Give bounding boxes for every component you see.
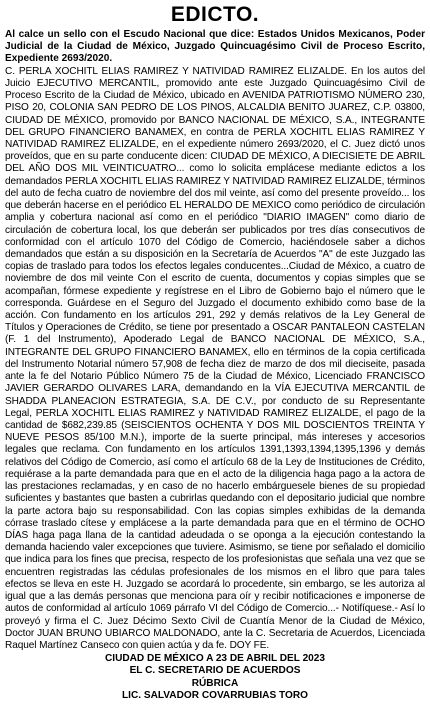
notice-title: EDICTO. bbox=[170, 3, 260, 26]
signature-date: CIUDAD DE MÉXICO A 23 DE ABRIL DEL 2023 bbox=[104, 653, 326, 665]
signature-block bbox=[5, 653, 425, 702]
notice-body: C. PERLA XOCHITL ELIAS RAMIREZ Y NATIVIDAD RAMIREZ ELIZALDE. En los autos del Juicio EJECUTIVO MERCANTIL, promovido ante este Juzgado Quincuagésimo Civil de Proceso Escrito de la Ciudad de México, ubicado en AVENIDA PATRIOTISMO NÚMERO 230, PISO 20, COLONIA SAN PEDRO DE LOS PINOS, ALCALDIA BENITO JUAREZ, C.P. 03800, CIUDAD DE MÉXICO, promovido por BANCO NACIONAL DE MÉXICO, S.A., INTEGRANTE DEL GRUPO FINANCIERO BANAMEX, en contra de PERLA XOCHITL ELIAS RAMIREZ Y NATIVIDAD RAMIREZ ELIZALDE, en el expediente número 2693/2020, el C. Juez dictó unos proveídos, que en su parte conducente dicen: CIUDAD DE MÉXICO, A DIECISIETE DE ABRIL DEL AÑO DOS MIL VEINTICUATRO... como lo solicita emplácese mediante edictos a los demandados PERLA XOCHITL ELIAS RAMIREZ Y NATIVIDAD RAMIREZ ELIZALDE, términos del auto de fecha cuatro de noviembre del dos mil veinte, así como del presente proveído... los que deberán hacerse en el periódico EL HERALDO DE MEXICO como periódico de circulación amplia y cobertura nacional así como en el periódico "DIARIO IMAGEN" como diario de circulación de cobertura local, los que deberán ser publicados por tres días consecutivos de conformidad con el artículo 1070 del Código de Comercio, haciéndosele saber a dichos demandados que están a su disposición en la Secretaría de Acuerdos "A" de este Juzgado las copias de traslado para todos los efectos legales conducentes...Ciudad de México, a cuatro de noviembre de dos mil veinte Con el escrito de cuenta, documentos y copias simples que se acompañan, fórmese expediente y regístrese en el Libro de Gobierno bajo el número que le corresponda. Guárdese en el Seguro del Juzgado el documento exhibido como base de la acción. Con fundamento en los artículos 291, 292 y demás relativos de la Ley General de Títulos y Operaciones de Crédito, se tiene por presentado a OSCAR PANTALEON CASTELAN (F. 1 del Instrumento), Apoderado Legal de BANCO NACIONAL DE MÉXICO, S.A., INTEGRANTE DEL GRUPO FINANCIERO BANAMEX, ello en términos de la copia certificada del Instrumento Notarial número 57,908 de fecha diez de marzo de dos mil dieciseite, pasada ante la fe del Notario Público Número 75 de la Ciudad de México, Licenciado FRANCISCO JAVIER GERARDO OLIVARES LARA, demandando en la VÍA EJECUTIVA MERCANTIL de SHADDA PLANEACION ESTRATEGIA, S.A. DE C.V., por conducto de su Representante Legal, PERLA XOCHITL ELIAS RAMIREZ y NATIVIDAD RAMIREZ ELIZALDE, el pago de la cantidad de $682,239.85 (SEISCIENTOS OCHENTA Y DOS MIL DOSCIENTOS TREINTA Y NUEVE PESOS 85/100 M.N.), importe de la suerte principal, más intereses y accesorios legales que reclama. Con fundamento en los artículos 1391,1393,1394,1395,1396 y demás relativos del Código de Comercio, así como el artículo 68 de la Ley de Instituciones de Crédito, requiérase a la parte demandada para que en el acto de la diligencia haga pago a la actora de las prestaciones reclamadas, y en caso de no hacerlo embárguesele bienes de su propiedad suficientes y bastantes que basten a cubrirlas quedando con el depositario judicial que nombre la parte actora bajo su responsabilidad. Con las copias simples exhibidas de la demanda córrase traslado cítese y emplácese a la parte demandada para que en el término de OCHO DÍAS haga paga llana de la cantidad adeudada o se oponga a la ejecución contestando la demanda haciendo valer excepciones que tuviere. Asimismo, se tiene por señalado el domicilio que indica para los fines que precisa, respecto de los profesionistas que señala una vez que se encuentren registradas las cédulas profesionales de los mismos en el libro que para tales efectos se lleva en este H. Juzgado se acordará lo procedente, sin embargo, se les autoriza al igual que a las demás personas que menciona para oír y recibir notificaciones e imponerse de autos de conformidad al artículo 1069 párrafo VI del Código de Comercio...- Notifíquese.- Así lo proveyó y firma el C. Juez Décimo Sexto Civil de Cuantía Menor de la Ciudad de México, Doctor JUAN BRUNO UBIARCO MALDONADO, ante la C. Secretaria de Acuerdos, Licenciada Raquel Martínez Canseco con quien actúa y da fe. DOY FE. bbox=[5, 65, 425, 651]
signature-role: EL C. SECRETARIO DE ACUERDOS bbox=[129, 665, 301, 677]
seal-description: Al calce un sello con el Escudo Nacional que dice: Estados Unidos Mexicanos, Poder Judicial de la Ciudad de México, Juzgado Quincuagésimo Civil de Proceso Escrito, Expediente 2693/2020. bbox=[5, 29, 425, 65]
signature-name: LIC. SALVADOR COVARRUBIAS TORO bbox=[122, 689, 308, 701]
signature-rubric: RÚBRICA bbox=[191, 677, 239, 689]
